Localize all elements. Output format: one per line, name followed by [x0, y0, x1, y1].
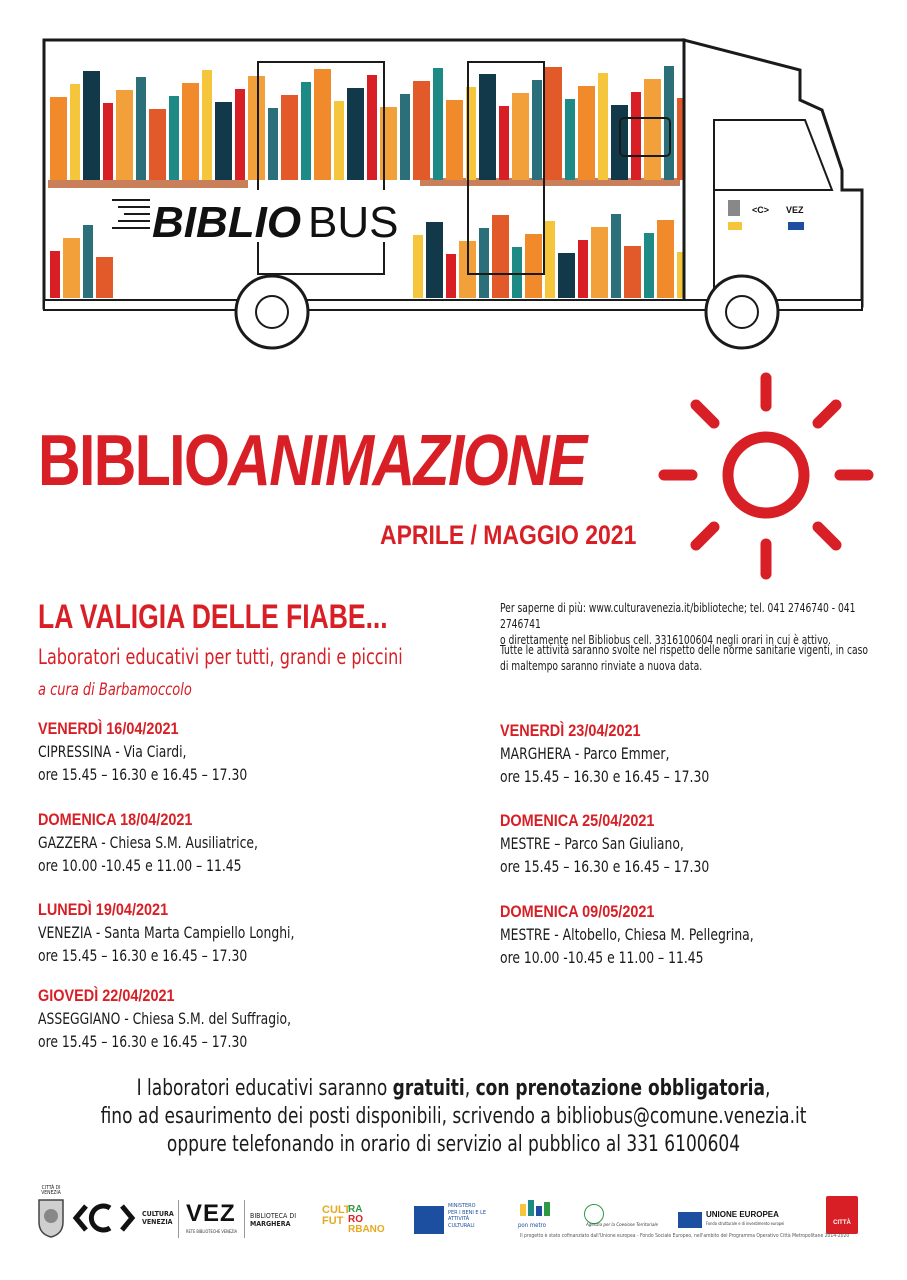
agenzia-text: Agenzia per la Coesione Territoriale	[586, 1223, 658, 1228]
biblioteca-marghera-logo	[250, 1212, 296, 1228]
book-spine	[281, 95, 298, 180]
program-curator: a cura di Barbamoccolo	[38, 680, 192, 700]
book-spine	[248, 76, 265, 180]
book-spine	[413, 81, 430, 180]
book-spine	[426, 222, 443, 298]
book-spine	[347, 88, 364, 180]
book-spine	[215, 102, 232, 180]
event-item	[500, 901, 795, 969]
info-rules	[500, 642, 874, 674]
book-spine	[611, 214, 621, 298]
book-spine	[50, 251, 60, 298]
book-spine	[644, 79, 661, 180]
event-time: ore 15.45 – 16.30 e 16.45 – 17.30	[38, 765, 248, 784]
notice-line-3: oppure telefonando in orario di servizio al pubblico al 331 6100604	[166, 1132, 741, 1157]
title-italic: ANIMAZIONE	[228, 421, 586, 501]
info-line-3: Tutte le attività saranno svolte nel rispetto delle norme sanitarie vigenti, in caso	[500, 643, 869, 657]
bibliobus-illustration	[0, 0, 907, 370]
main-title	[38, 420, 586, 502]
bus-brand-bold: BIBLIO	[152, 198, 302, 247]
ra-line-2: RO	[348, 1214, 363, 1225]
sun-icon	[656, 370, 876, 590]
book-spine	[235, 89, 245, 180]
event-time: ore 10.00 -10.45 e 11.00 – 11.45	[38, 856, 242, 875]
book-spine	[301, 82, 311, 180]
svg-text:VEZ: VEZ	[786, 205, 804, 215]
ra-line-1: RA	[348, 1204, 363, 1215]
italy-emblem-icon	[584, 1204, 604, 1224]
ue-text: UNIONE EUROPEA	[706, 1210, 779, 1219]
event-date: DOMENICA 09/05/2021	[500, 902, 655, 921]
book-spine	[545, 67, 562, 180]
cultura-venezia-text: CULTURA VENEZIA	[142, 1210, 174, 1226]
book-spine	[83, 225, 93, 298]
book-spine	[545, 221, 555, 298]
book-spine	[525, 234, 542, 298]
bus-brand-light: BUS	[308, 198, 399, 247]
bib-marghera-line-2: MARGHERA	[250, 1220, 291, 1228]
event-place: CIPRESSINA - Via Ciardi,	[38, 742, 187, 761]
event-date: VENERDÌ 16/04/2021	[38, 719, 179, 738]
event-item	[500, 720, 743, 788]
book-spine	[63, 238, 80, 298]
pon-metro-text: pon metro	[518, 1222, 546, 1229]
event-time: ore 10.00 -10.45 e 11.00 – 11.45	[500, 948, 704, 967]
logo-divider	[178, 1200, 179, 1238]
book-spine	[149, 109, 166, 180]
book-spine	[558, 253, 575, 298]
booking-notice	[0, 1075, 907, 1159]
eu-flag-icon	[678, 1212, 702, 1228]
event-date: LUNEDÌ 19/04/2021	[38, 900, 169, 919]
book-spine	[492, 215, 509, 298]
book-spine	[182, 83, 199, 180]
info-line-1: Per saperne di più: www.culturavenezia.it/biblioteche; tel. 041 2746740 - 041 2746741	[500, 601, 856, 631]
citta-venezia-logo	[36, 1186, 66, 1242]
notice-line-2: fino ad esaurimento dei posti disponibili, scrivendo a bibliobus@comune.venezia.it	[100, 1104, 807, 1129]
event-time: ore 15.45 – 16.30 e 16.45 – 17.30	[500, 857, 710, 876]
title-plain: BIBLIO	[38, 421, 229, 501]
event-item	[38, 809, 294, 877]
event-item	[500, 810, 743, 878]
book-spine	[202, 70, 212, 180]
book-spine	[479, 74, 496, 180]
program-name: LA VALIGIA DELLE FIABE...	[38, 598, 388, 636]
citta-venezia-text: CITTÀ DI VENEZIA	[41, 1185, 61, 1196]
book-spine	[169, 96, 179, 180]
notice-sep: ,	[764, 1076, 771, 1101]
book-spine	[380, 107, 397, 180]
cultura-venezia-icon	[72, 1200, 136, 1236]
program-tagline: Laboratori educativi per tutti, grandi e piccini	[38, 645, 403, 669]
cultura-futuro-logo	[322, 1205, 351, 1227]
book-spine	[624, 246, 641, 298]
event-item	[38, 718, 281, 786]
event-date: GIOVEDÌ 22/04/2021	[38, 986, 175, 1005]
book-spine	[96, 257, 113, 298]
book-spine	[512, 93, 529, 180]
pon-metro-icon	[518, 1198, 554, 1222]
event-item	[38, 899, 336, 967]
book-spine	[116, 90, 133, 180]
book-spine	[591, 227, 608, 298]
notice-line-1	[63, 1075, 843, 1103]
event-time: ore 15.45 – 16.30 e 16.45 – 17.30	[38, 946, 248, 965]
book-spine	[631, 92, 641, 180]
book-spine	[565, 99, 575, 180]
book-spine	[103, 103, 113, 180]
event-date: DOMENICA 18/04/2021	[38, 810, 193, 829]
book-spine	[446, 100, 463, 180]
info-line-2: o direttamente nel Bibliobus cell. 3316100604 negli orari in cui è attivo.	[500, 633, 831, 647]
vez-subtext: RETE BIBLIOTECHE VENEZIA	[186, 1229, 238, 1234]
info-contact	[500, 600, 874, 648]
bib-marghera-line-1: BIBLIOTECA DI	[250, 1212, 297, 1220]
mibac-text: MINISTERO PER I BENI E LE ATTIVITÀ CULTURALI	[448, 1203, 486, 1229]
funding-fineprint: Il progetto è stato cofinanziato dall'Unione europea - Fondo Sociale Europeo, nell'ambito del Programma Operativo Città Metropolitane 2014-2020	[520, 1233, 850, 1239]
svg-text:<C>: <C>	[752, 205, 770, 215]
ra-line-3: RBANO	[348, 1224, 385, 1235]
book-spine	[512, 247, 522, 298]
book-spine	[598, 73, 608, 180]
event-time: ore 15.45 – 16.30 e 16.45 – 17.30	[38, 1032, 248, 1051]
event-place: VENEZIA - Santa Marta Campiello Longhi,	[38, 923, 295, 942]
book-spine	[400, 94, 410, 180]
event-time: ore 15.45 – 16.30 e 16.45 – 17.30	[500, 767, 710, 786]
event-place: MESTRE - Altobello, Chiesa M. Pellegrina,	[500, 925, 754, 944]
event-place: MESTRE – Parco San Giuliano,	[500, 834, 684, 853]
book-spine	[83, 71, 100, 180]
event-place: GAZZERA - Chiesa S.M. Ausiliatrice,	[38, 833, 258, 852]
book-spine	[314, 69, 331, 180]
book-spine	[532, 80, 542, 180]
event-place: MARGHERA - Parco Emmer,	[500, 744, 670, 763]
book-spine	[433, 68, 443, 180]
book-spine	[413, 235, 423, 298]
book-spine	[268, 108, 278, 180]
citta-metropolitana-logo	[826, 1196, 858, 1234]
info-line-4: di maltempo saranno rinviate a nuova data.	[500, 659, 703, 673]
book-spine	[657, 220, 674, 298]
event-item	[38, 985, 332, 1053]
event-date: DOMENICA 25/04/2021	[500, 811, 655, 830]
cultfut-line-2: FUT	[322, 1215, 344, 1227]
book-spine	[479, 228, 489, 298]
book-spine	[70, 84, 80, 180]
notice-free: gratuiti	[392, 1076, 465, 1101]
book-spine	[644, 233, 654, 298]
book-spine	[50, 97, 67, 180]
ue-subtext: Fondo strutturale e di investimento europei	[706, 1221, 785, 1226]
book-spine	[367, 75, 377, 180]
mibac-icon	[414, 1206, 444, 1234]
book-spine	[136, 77, 146, 180]
citta-metro-text: CITTÀ	[833, 1220, 851, 1226]
rarobrbano-logo	[348, 1205, 385, 1235]
logo-divider	[244, 1200, 245, 1238]
event-place: ASSEGGIANO - Chiesa S.M. del Suffragio,	[38, 1009, 292, 1028]
period-label: APRILE / MAGGIO 2021	[380, 520, 637, 550]
book-spine	[499, 106, 509, 180]
event-date: VENERDÌ 23/04/2021	[500, 721, 641, 740]
book-spine	[578, 86, 595, 180]
notice-booking: con prenotazione obbligatoria	[475, 1076, 765, 1101]
notice-text: I laboratori educativi saranno	[136, 1076, 393, 1101]
vez-logo: VEZ	[186, 1200, 236, 1227]
notice-sep: ,	[464, 1076, 476, 1101]
book-spine	[578, 240, 588, 298]
book-spine	[334, 101, 344, 180]
cultfut-line-1: CULT	[322, 1204, 351, 1216]
book-spine	[446, 254, 456, 298]
